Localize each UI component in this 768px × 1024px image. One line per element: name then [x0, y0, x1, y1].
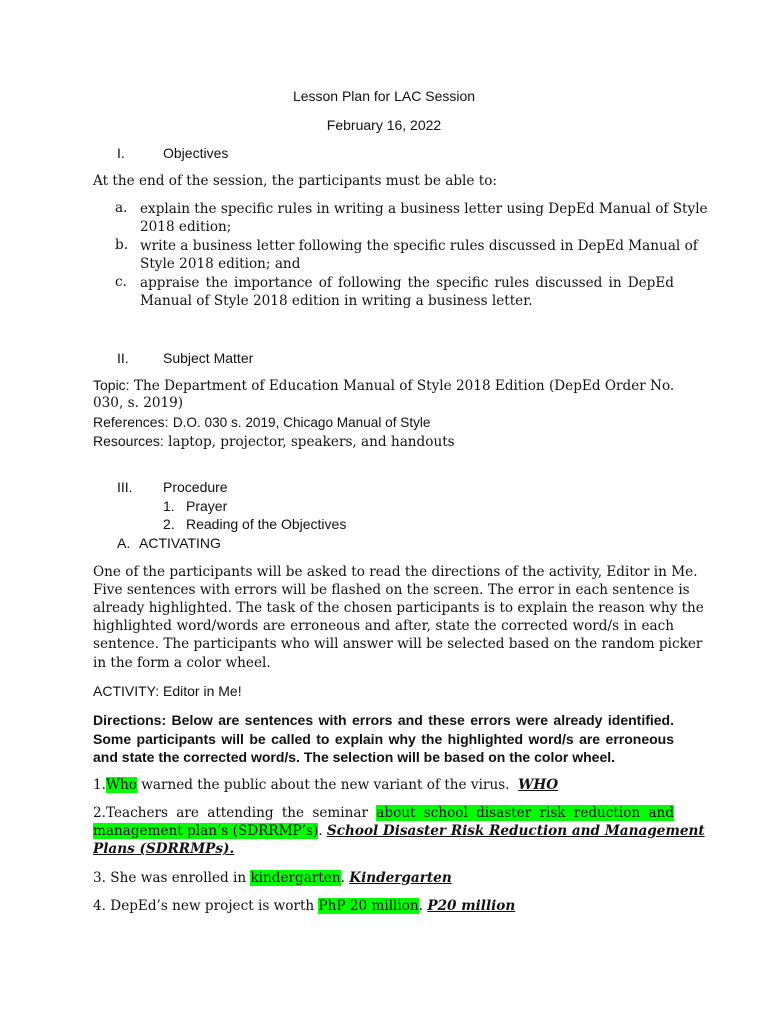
objective-b-line1: write a business letter following the specific rules discussed in DepEd Manual of — [140, 238, 698, 254]
procedure-step-1-label: Prayer — [186, 498, 228, 514]
sentence-3-error: kindergarten — [250, 870, 341, 886]
sentence-4-answer: P20 million — [427, 898, 516, 914]
objectives-intro: At the end of the session, the participants must be able to: — [93, 173, 497, 189]
sentence-3 — [93, 869, 674, 887]
sentence-2-rest: . — [318, 823, 327, 839]
paragraph-line: One of the participants will be asked to read the directions of the activity, Editor in Me. — [93, 564, 698, 580]
sentence-2-line2 — [93, 822, 705, 840]
paragraph-line: highlighted word/words are erroneous and after, state the corrected word/s in each — [93, 618, 674, 634]
sentence-4 — [93, 897, 674, 915]
sentence-2-answer-part1: School Disaster Risk Reduction and Management — [326, 823, 705, 839]
section-3-number: III. — [117, 479, 133, 495]
sentence-3-rest: . — [340, 870, 350, 886]
objective-c-line2: Manual of Style 2018 edition in writing a business letter. — [140, 293, 533, 309]
sentence-4-prefix: 4. DepEd’s new project is worth — [93, 898, 319, 914]
sentence-2-prefix: 2.Teachers are attending the seminar — [93, 805, 377, 821]
paragraph-line: already highlighted. The task of the chosen participants is to explain the reason why the — [93, 600, 704, 616]
sentence-4-error: PhP 20 million — [318, 898, 419, 914]
sentence-2-error-part1: about school disaster risk reduction and — [376, 805, 674, 821]
sentence-3-prefix: 3. She was enrolled in — [93, 870, 251, 886]
sentence-2-line1 — [93, 804, 674, 822]
references-line — [93, 413, 674, 432]
sentence-3-answer: Kindergarten — [349, 870, 452, 886]
paragraph-line: sentence. The participants who will answer will be selected based on the random picker — [93, 636, 703, 652]
sentence-2-error-part2: management plan’s (SDRRMP’s) — [93, 823, 319, 839]
document-date: February 16, 2022 — [326, 117, 442, 133]
resources-line — [93, 432, 674, 451]
topic-label: Topic: — [93, 377, 130, 393]
section-1-number: I. — [117, 145, 125, 161]
directions-line: and state the corrected word/s. The selection will be based on the color wheel. — [93, 749, 616, 765]
activating-mark: A. — [117, 535, 131, 551]
procedure-step-2-mark: 2. — [163, 516, 175, 532]
resources-label: Resources: — [93, 433, 164, 449]
sentence-1-rest: warned the public about the new variant of the virus. — [136, 777, 510, 793]
sentence-2-answer-part2: Plans (SDRRMPs). — [93, 841, 235, 857]
references-label: References: — [93, 414, 169, 430]
objective-b-line2: Style 2018 edition; and — [140, 256, 301, 272]
resources-text: laptop, projector, speakers, and handouts — [168, 434, 455, 450]
sentence-1-error: Who — [105, 777, 137, 793]
sentence-1-prefix: 1. — [93, 777, 106, 793]
topic-line1 — [93, 376, 674, 395]
procedure-step-2-label: Reading of the Objectives — [186, 516, 347, 532]
objective-a-line2: 2018 edition; — [140, 219, 232, 235]
objective-c-mark: c. — [115, 274, 127, 290]
section-1-title: Objectives — [163, 145, 229, 161]
directions-line: Directions: Below are sentences with errors and these errors were already identified. — [93, 712, 674, 728]
objective-c-line1: appraise the importance of following the specific rules discussed in DepEd — [140, 275, 674, 291]
sentence-4-rest: . — [418, 898, 428, 914]
sentence-1 — [93, 776, 674, 794]
paragraph-line: in the form a color wheel. — [93, 655, 271, 671]
directions-line: Some participants will be called to explain why the highlighted word/s are erroneous — [93, 731, 674, 747]
procedure-step-1-mark: 1. — [163, 498, 175, 514]
activity-title: ACTIVITY: Editor in Me! — [93, 683, 242, 699]
sentence-1-answer: WHO — [518, 777, 559, 793]
objective-b-mark: b. — [115, 237, 129, 253]
section-2-number: II. — [117, 350, 129, 366]
activating-title: ACTIVATING — [139, 535, 221, 551]
paragraph-line: Five sentences with errors will be flashed on the screen. The error in each sentence is — [93, 582, 690, 598]
objective-a-line1: explain the specific rules in writing a business letter using DepEd Manual of Style — [140, 201, 708, 217]
references-text: D.O. 030 s. 2019, Chicago Manual of Style — [172, 415, 431, 430]
sentence-2-line3 — [93, 840, 674, 858]
document-title: Lesson Plan for LAC Session — [292, 88, 476, 104]
section-2-title: Subject Matter — [163, 350, 254, 366]
section-3-title: Procedure — [163, 479, 228, 495]
topic-line2: 030, s. 2019) — [93, 395, 184, 411]
topic-text: The Department of Education Manual of Style 2018 Edition (DepEd Order No. — [133, 378, 675, 394]
objective-a-mark: a. — [115, 200, 128, 216]
